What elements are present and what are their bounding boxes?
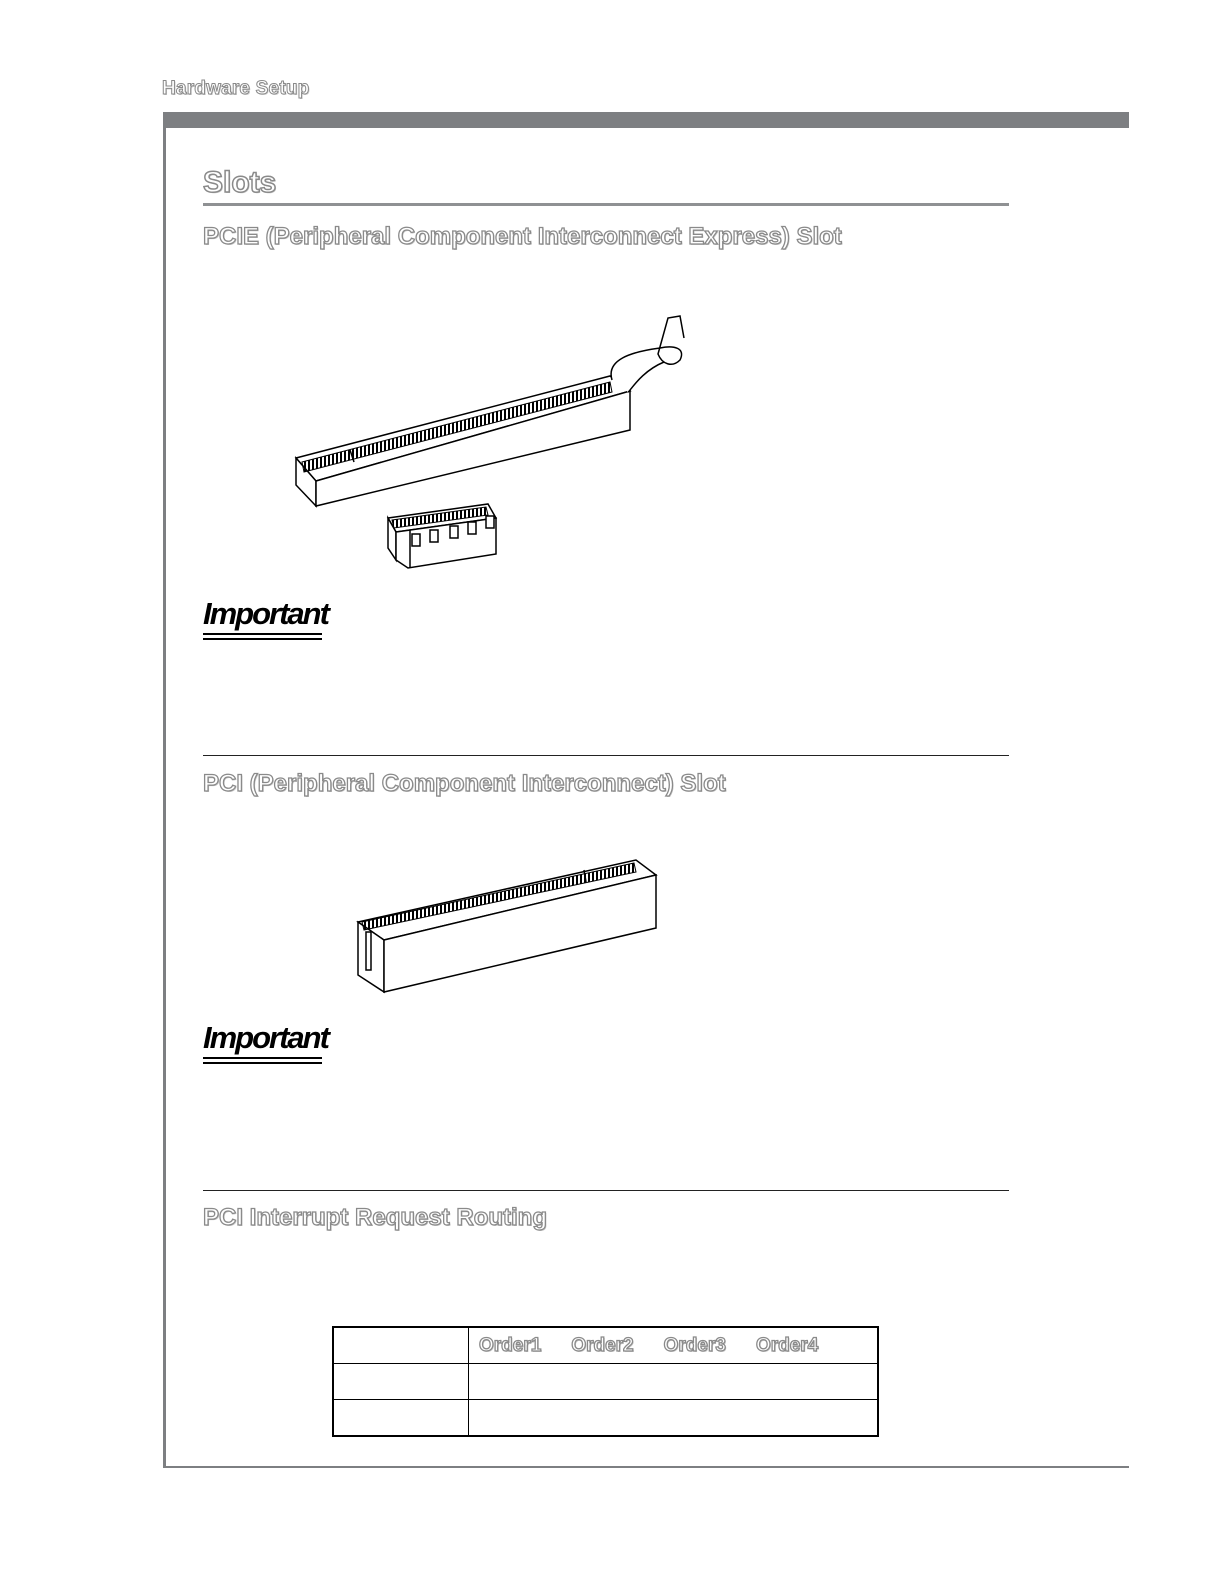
important-underline — [203, 1062, 322, 1064]
order-headers — [469, 1327, 879, 1364]
pci-heading: PCI (Peripheral Component Interconnect) Slot — [203, 770, 726, 797]
table-cell — [469, 1400, 879, 1437]
running-header: Hardware Setup — [162, 78, 310, 99]
table-row — [333, 1400, 878, 1437]
important-note-1 — [203, 596, 328, 640]
section-divider — [203, 755, 1009, 756]
section-divider — [203, 1190, 1009, 1191]
section-title: Slots — [203, 166, 277, 199]
important-label: Important — [203, 596, 328, 631]
table-header-row — [333, 1327, 878, 1364]
order2-header: Order2 — [571, 1334, 634, 1356]
table-cell — [333, 1327, 469, 1364]
irq-routing-table — [332, 1326, 879, 1437]
important-label: Important — [203, 1020, 328, 1055]
pcie-x16-slot-image — [296, 316, 684, 506]
pcie-x1-slot-image — [388, 504, 496, 568]
important-underline — [203, 638, 322, 640]
important-underline — [203, 1057, 322, 1059]
table-cell — [469, 1364, 879, 1400]
important-note-2 — [203, 1020, 328, 1064]
table-cell — [333, 1400, 469, 1437]
pci-slot-image — [358, 860, 656, 992]
order1-header: Order1 — [479, 1334, 542, 1356]
order3-header: Order3 — [663, 1334, 726, 1356]
irq-routing-heading: PCI Interrupt Request Routing — [203, 1204, 547, 1231]
order4-header: Order4 — [755, 1334, 819, 1356]
table-row — [333, 1364, 878, 1400]
important-underline — [203, 633, 322, 635]
table-cell — [333, 1364, 469, 1400]
pcie-heading: PCIE (Peripheral Component Interconnect Express) Slot — [203, 223, 842, 250]
